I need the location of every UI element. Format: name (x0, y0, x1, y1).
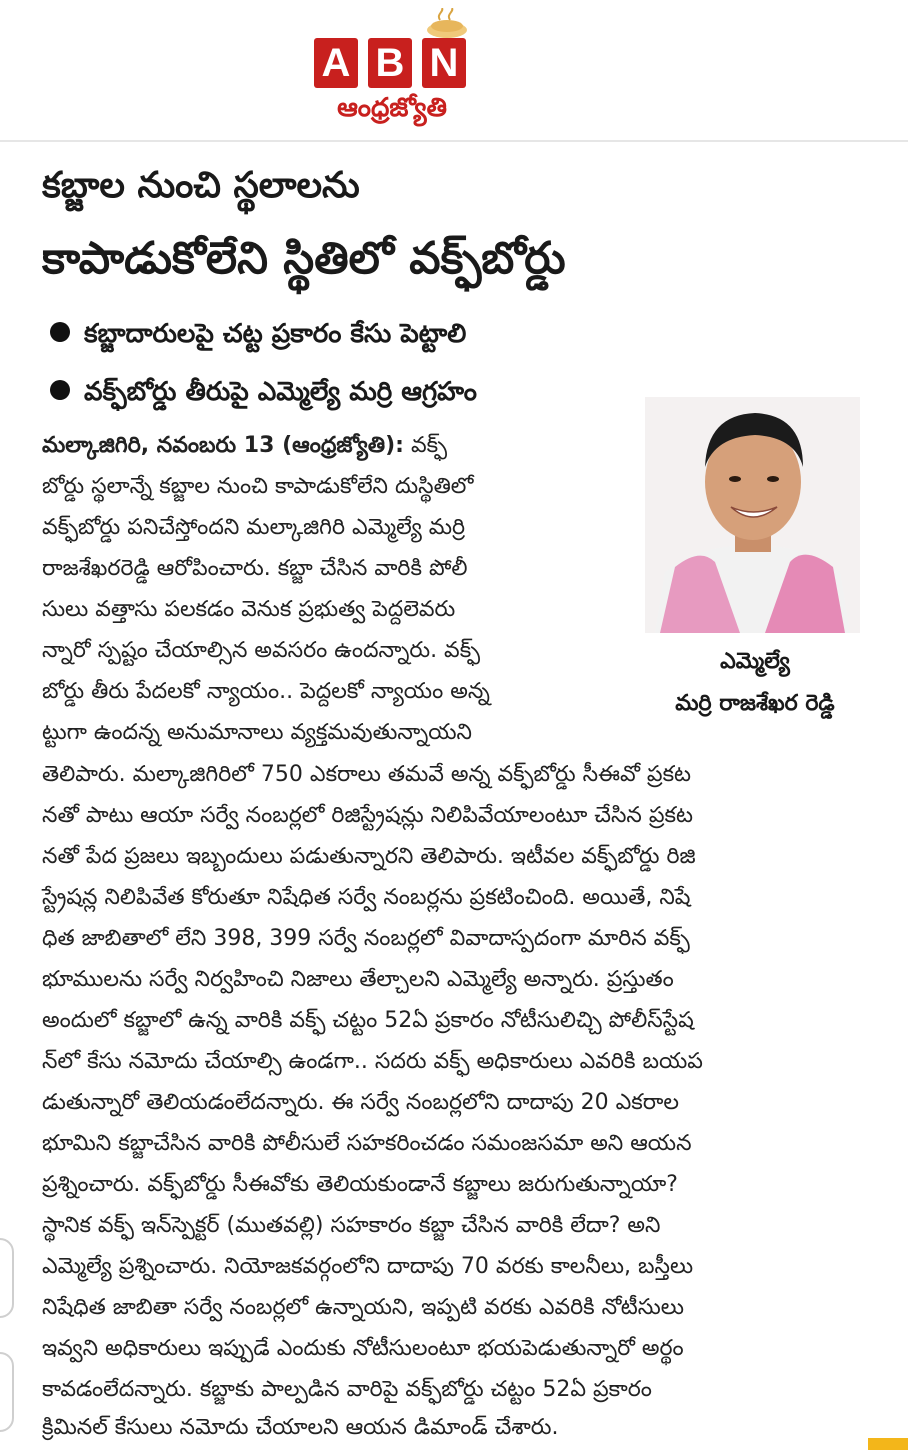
article-line: ట్టుగా ఉందన్న అనుమానాలు వ్యక్తమవుతున్నాయని (42, 720, 473, 745)
headline-line-1: కబ్జాల నుంచి స్థలాలను (42, 165, 360, 206)
article-line-text: వక్ఫ్ (410, 433, 448, 458)
corner-accent-tab (868, 1438, 908, 1450)
logo-letter-n: N (422, 38, 466, 88)
article-line: నతో పేద ప్రజలు ఇబ్బందులు పడుతున్నారని తెలిపారు. ఇటీవల వక్ఫ్‌బోర్డు రిజి (42, 844, 696, 869)
article-line: సులు వత్తాసు పలకడం వెనుక ప్రభుత్వ పెద్దలెవరు (42, 597, 456, 622)
article-line: డుతున్నారో తెలియడంలేదన్నారు. ఈ సర్వే నంబర్లలోని దాదాపు 20 ఎకరాల (42, 1090, 679, 1115)
article-dateline: మల్కాజిగిరి, నవంబరు 13 (ఆంధ్రజ్యోతి): (42, 433, 404, 458)
article-line (42, 426, 605, 466)
article-line: నతో పాటు ఆయా సర్వే నంబర్లలో రిజిస్ట్రేషన్లు నిలిపివేయాలంటూ చేసిన ప్రకట (42, 803, 693, 828)
photo-caption-title: ఎమ్మెల్యే (720, 649, 790, 674)
article-line: ప్రశ్నించారు. వక్ఫ్‌బోర్డు సీఈవోకు తెలియకుండానే కబ్జాలు జరుగుతున్నాయా? (42, 1172, 678, 1197)
mla-portrait-photo (645, 397, 860, 633)
article-line: భూమిని కబ్జాచేసిన వారికి పోలీసులే సహకరించడం సమంజసమా అని ఆయన (42, 1131, 692, 1156)
logo-letter-b: B (368, 38, 412, 88)
portrait-image (645, 397, 860, 633)
side-scroll-handle[interactable] (0, 1352, 14, 1432)
article-line: నిషేధిత జాబితా సర్వే నంబర్లలో ఉన్నాయని, ఇప్పటి వరకు ఎవరికి నోటీసులు (42, 1295, 684, 1320)
headline-line-2: కాపాడుకోలేని స్థితిలో వక్ఫ్‌బోర్డు (42, 233, 566, 284)
logo-letter-a: A (314, 38, 358, 88)
article-line: బోర్డు తీరు పేదలకో న్యాయం.. పెద్దలకో న్యాయం అన్న (42, 679, 490, 704)
article-line: తెలిపారు. మల్కాజిగిరిలో 750 ఎకరాలు తమవే అన్న వక్ఫ్‌బోర్డు సీఈవో ప్రకట (42, 762, 692, 787)
bullet-dot-icon (50, 322, 70, 342)
article-line: వక్ఫ్‌బోర్డు పనిచేస్తోందని మల్కాజిగిరి ఎమ్మెల్యే మర్రి (42, 515, 466, 540)
article-line: భూములను సర్వే నిర్వహించి నిజాలు తేల్చాలని ఎమ్మెల్యే అన్నారు. ప్రస్తుతం (42, 967, 674, 992)
article-line: బోర్డు స్థలాన్నే కబ్జాల నుంచి కాపాడుకోలేని దుస్థితిలో (42, 474, 474, 499)
logo-subtitle: ఆంధ్రజ్యోతి (337, 93, 447, 123)
bullet-point-1 (50, 312, 850, 356)
bullet-text: వక్ఫ్‌బోర్డు తీరుపై ఎమ్మెల్యే మర్రి ఆగ్రహం (84, 377, 477, 407)
article-line: ఇవ్వని అధికారులు ఇప్పుడే ఎందుకు నోటీసులంటూ భయపెడుతున్నారో అర్థం (42, 1336, 684, 1361)
article-line: ఎమ్మెల్యే ప్రశ్నించారు. నియోజకవర్గంలోని దాదాపు 70 వరకు కాలనీలు, బస్తీలు (42, 1254, 694, 1279)
article-line: ధిత జాబితాలో లేని 398, 399 సర్వే నంబర్లలో వివాదాస్పదంగా మారిన వక్ఫ్ (42, 926, 690, 951)
article-line: కావడంలేదన్నారు. కబ్జాకు పాల్పడిన వారిపై వక్ఫ్‌బోర్డు చట్టం 52ఏ ప్రకారం (42, 1377, 652, 1402)
coffee-cup-icon (422, 8, 472, 40)
article-line: స్థానిక వక్ఫ్ ఇన్‌స్పెక్టర్ (ముతవల్లి) సహకారం కబ్జా చేసిన వారికి లేదా? అని (42, 1213, 661, 1238)
article-line: అందులో కబ్జాలో ఉన్న వారికి వక్ఫ్ చట్టం 52ఏ ప్రకారం నోటీసులిచ్చి పోలీస్‌స్టేష (42, 1008, 694, 1033)
bullet-text: కబ్జాదారులపై చట్ట ప్రకారం కేసు పెట్టాలి (84, 319, 467, 349)
side-scroll-handle[interactable] (0, 1238, 14, 1318)
article-line: న్నారో స్పష్టం చేయాల్సిన అవసరం ఉందన్నారు. వక్ఫ్ (42, 638, 481, 663)
abn-andhrajyothy-logo (312, 8, 472, 132)
article-line: రాజశేఖరరెడ్డి ఆరోపించారు. కబ్జా చేసిన వారికి పోలీ (42, 556, 468, 581)
article-line: న్‌లో కేసు నమోదు చేయాల్సి ఉండగా.. సదరు వక్ఫ్ అధికారులు ఎవరికి బయప (42, 1049, 703, 1074)
masthead (0, 0, 908, 142)
photo-caption-name: మర్రి రాజశేఖర రెడ్డి (675, 691, 835, 716)
bullet-dot-icon (50, 380, 70, 400)
article-line: క్రిమినల్ కేసులు నమోదు చేయాలని ఆయన డిమాండ్ చేశారు. (42, 1415, 559, 1440)
article-line: స్ట్రేషన్ల నిలిపివేత కోరుతూ నిషేధిత సర్వే నంబర్లను ప్రకటించింది. అయితే, నిషే (42, 885, 691, 910)
